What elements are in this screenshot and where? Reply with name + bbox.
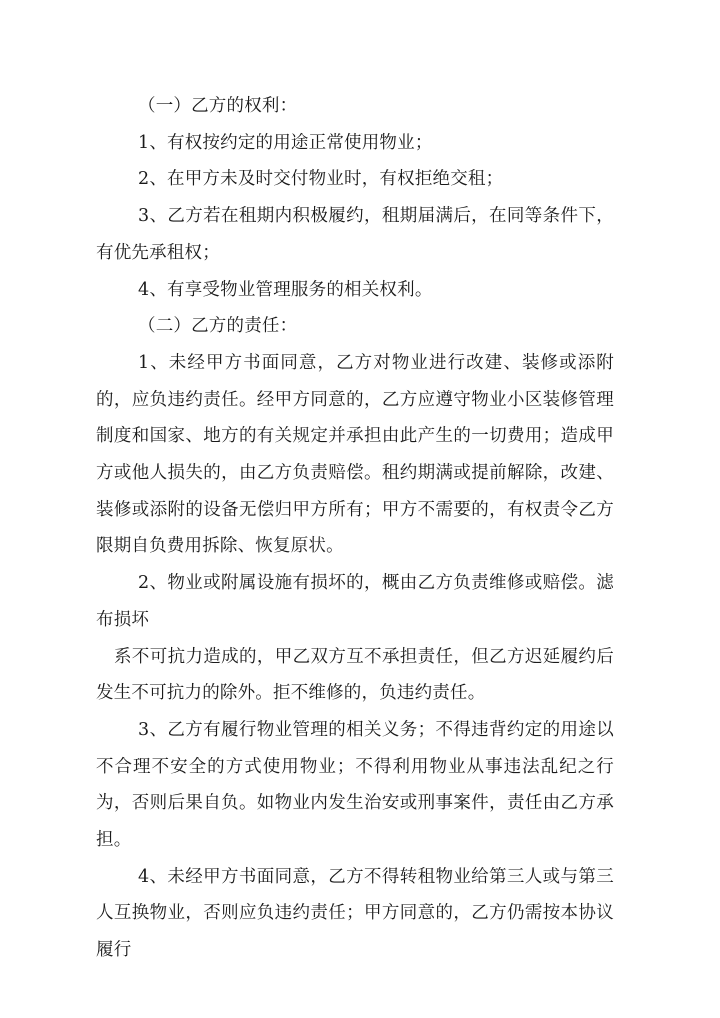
clause-duties-2: 2、物业或附属设施有损坏的，概由乙方负责维修或赔偿。滤布损坏 <box>96 573 614 630</box>
document-body <box>96 88 614 969</box>
clause-rights-2: 2、在甲方未及时交付物业时，有权拒绝交租； <box>138 169 504 190</box>
clause-rights-4: 4、有享受物业管理服务的相关权利。 <box>138 279 433 300</box>
clause-duties-1: 1、未经甲方书面同意，乙方对物业进行改建、装修或添附的，应负违约责任。经甲方同意的，乙方应遵守物业小区装修管理制度和国家、地方的有关规定并承担由此产生的一切费用；造成甲方或他人损失的，由乙方负责赔偿。租约期满或提前解除，改建、装修或添附的设备无偿归甲方所有；甲方不需要的，有权责令乙方限期自负费用拆除、恢复原状。 <box>96 352 614 557</box>
clause-duties-3: 3、乙方有履行物业管理的相关义务；不得违背约定的用途以不合理不安全的方式使用物业；不得利用物业从事违法乱纪之行为，否则后果自负。如物业内发生治安或刑事案件，责任由乙方承担。 <box>96 719 614 851</box>
section-heading-rights: （一）乙方的权利： <box>138 96 298 116</box>
clause-duties-2-continuation: 系不可抗力造成的，甲乙双方互不承担责任，但乙方迟延履约后发生不可抗力的除外。拒不维修的，负违约责任。 <box>96 646 614 704</box>
clause-duties-4: 4、未经甲方书面同意，乙方不得转租物业给第三人或与第三人互换物业，否则应负违约责任；甲方同意的，乙方仍需按本协议履行 <box>96 866 614 961</box>
clause-rights-3: 3、乙方若在租期内积极履约，租期届满后，在同等条件下，有优先承租权； <box>96 206 614 263</box>
section-heading-duties: （二）乙方的责任： <box>138 316 298 337</box>
clause-rights-1: 1、有权按约定的用途正常使用物业； <box>138 132 433 153</box>
